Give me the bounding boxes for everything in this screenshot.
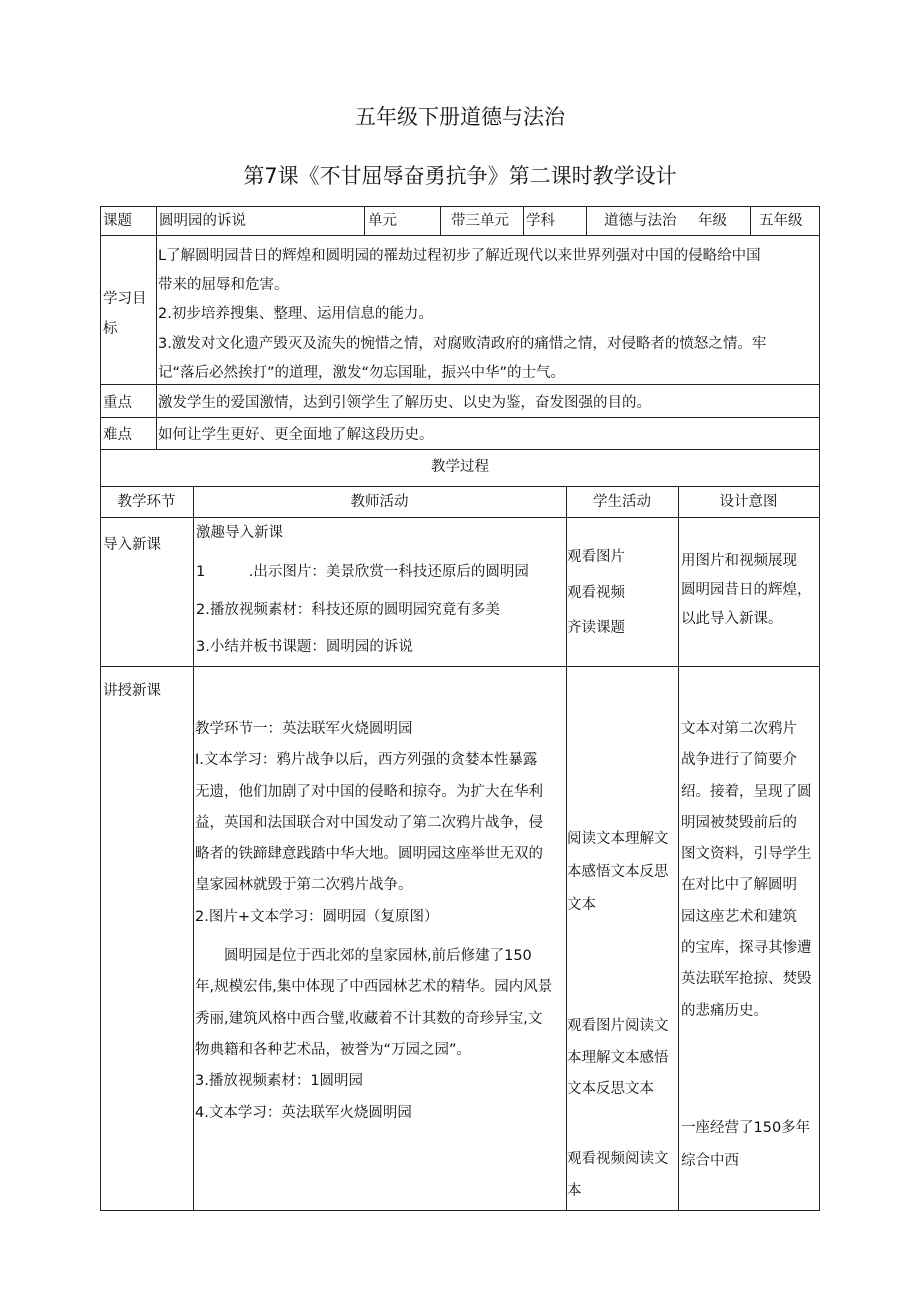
intro-student-line: 齐读课题 [567,620,625,636]
objective-line: 3.激发对文化遗产毁灭及流失的惋惜之情，对腐败清政府的痛惜之情，对侵略者的愤怒之情。牢 [158,335,767,352]
table-rule [100,449,820,450]
table-rule [586,206,587,235]
lecture-teacher-line: 无遗，他们加剧了对中国的侵略和掠夺。为扩大在华利 [195,783,543,800]
intro-teacher-line: 2.播放视频素材：科技还原的圆明园究竟有多美 [196,602,500,618]
lecture-student-line: 文本 [567,897,596,913]
table-rule [100,486,820,487]
lecture-student-line: 本理解文本感悟 [567,1049,669,1066]
lecture-teacher-line: 2.图片+文本学习：圆明园（复原图） [195,908,439,925]
table-rule [156,206,157,449]
intro-intent-line: 以此导入新课。 [681,611,783,627]
lecture-intent-line: 的宝库，探寻其惨遭 [681,940,812,957]
grade-value: 五年级 [759,213,803,229]
key-point-text: 激发学生的爱国激情，达到引领学生了解历史、以史为鉴，奋发图强的目的。 [158,395,651,411]
intro-student [567,540,625,647]
lecture-intent-a [681,714,812,1027]
lecture-student-line: 本 [567,1182,582,1199]
intro-teacher-line: 1 .出示图片：美景欣赏一科技还原后的圆明园 [196,563,529,580]
unit-value: 带三单元 [451,213,509,229]
table-rule [364,206,365,235]
objectives-label-cont: 标 [103,321,118,337]
lecture-teacher-line: 秀丽,建筑风格中西合璧,收藏着不计其数的奇珍异宝,文 [195,1010,543,1027]
table-rule [100,235,820,236]
lecture-teacher-line: 略者的铁蹄肆意践踏中华大地。圆明园这座举世无双的 [195,846,543,863]
lecture-teacher-line: 3.播放视频素材：1圆明园 [195,1073,364,1090]
lecture-teacher-line: 物典籍和各种艺术品，被誉为“万园之园”。 [195,1041,472,1058]
grade-label: 年级 [698,213,727,229]
lecture-intent-line: 综合中西 [681,1153,739,1169]
subject-value: 道德与法治 [604,213,677,229]
lecture-intent-line: 园这座艺术和建筑 [681,908,797,925]
objectives-text [158,242,766,388]
intro-intent-line: 用图片和视频展现 [681,553,797,569]
lecture-intent-line: 一座经营了150多年 [681,1120,811,1136]
intro-student-line: 观看视频 [567,584,625,601]
topic-value: 圆明园的诉说 [159,213,246,229]
unit-label: 单元 [368,213,397,229]
lecture-student-line: 观看视频阅读文 [567,1151,669,1167]
lecture-intent-line: 明园被焚毁前后的 [681,814,797,831]
difficulty-text: 如何让学生更好、更全面地了解这段历史。 [158,427,434,443]
lecture-teacher-line: 4.文本学习：英法联军火烧圆明园 [195,1104,412,1121]
table-rule [440,206,441,235]
intro-stage: 导入新课 [103,537,161,553]
table-rule [100,206,820,207]
lecture-student-line: 本感悟文本反思 [567,864,669,880]
lecture-student-line: 阅读文本理解文 [567,831,669,847]
lecture-intent-line: 战争进行了简要介 [681,752,797,769]
process-title: 教学过程 [431,459,489,475]
lecture-teacher-line: 圆明园是位于西北郊的皇家园林,前后修建了150 [195,948,532,965]
lecture-student-line: 文本反思文本 [567,1081,654,1097]
objective-line: 记“落后必然挨打”的道理，激发“勿忘国耻，振兴中华”的士气。 [158,364,566,381]
objectives-label: 学习目 [103,291,147,307]
header-stage: 教学环节 [117,494,176,510]
lecture-teacher-line: 益，英国和法国联合对中国发动了第二次鸦片战争，侵 [195,814,543,831]
difficulty-label: 难点 [103,427,132,443]
lecture-intent-b [681,1112,810,1178]
lesson-title: 第7课《不甘屈辱奋勇抗争》第二课时教学设计 [243,164,677,188]
lecture-student-line: 观看图片阅读文 [567,1018,669,1034]
intro-intent-line: 圆明园昔日的辉煌， [681,582,812,598]
table-rule [523,206,524,235]
header-intent: 设计意图 [719,494,778,510]
intro-intent [681,547,812,634]
objective-line: 带来的屈辱和危害。 [158,277,289,294]
intro-teacher-line: 3.小结并板书课题：圆明园的诉说 [196,638,413,655]
lecture-teacher-line: 教学环节一：英法联军火烧圆明园 [195,721,413,737]
objective-line: 2.初步培养搜集、整理、运用信息的能力。 [158,306,433,323]
intro-student-line: 观看图片 [567,549,625,565]
lecture-intent-line: 在对比中了解圆明 [681,877,797,894]
subject-label: 学科 [526,213,555,229]
lecture-teacher-line: 皇家园林就毁于第二次鸦片战争。 [195,877,413,894]
document-title: 五年级下册道德与法治 [355,105,565,129]
table-rule [100,417,820,418]
intro-teacher-cell [194,518,565,664]
lecture-intent-line: 文本对第二次鸦片 [681,721,797,737]
header-student: 学生活动 [593,494,651,510]
topic-label: 课题 [103,213,132,229]
table-rule [100,1210,820,1211]
lecture-intent-line: 的悲痛历史。 [681,1002,768,1019]
lecture-student-a [567,823,669,922]
lecture-stage: 讲授新课 [103,683,161,699]
lecture-teacher [195,714,552,1129]
lecture-teacher-line: 年,规模宏伟,集中体现了中西园林艺术的精华。园内风景 [195,979,553,996]
lecture-intent-line: 绍。接着，呈现了圆 [681,783,812,800]
header-teacher: 教师活动 [350,494,409,510]
lecture-intent-line: 英法联军抢掠、焚毁 [681,971,812,988]
table-rule [819,206,820,1211]
lesson-plan-table [100,206,820,1210]
intro-teacher-line: 激趣导入新课 [196,525,283,541]
table-rule [678,486,679,1211]
key-point-label: 重点 [103,395,132,411]
lecture-intent-line: 图文资料，引导学生 [681,846,812,863]
objective-line: L了解圆明园昔日的辉煌和圆明园的罹劫过程初步了解近现代以来世界列强对中国的侵略给中国 [158,248,761,264]
lecture-teacher-line: I.文本学习：鸦片战争以后，西方列强的贪婪本性暴露 [195,752,538,769]
lecture-student-c [567,1144,669,1207]
table-rule [100,206,101,1211]
table-rule [100,666,820,667]
lecture-student-b [567,1011,669,1106]
table-rule [750,206,751,235]
